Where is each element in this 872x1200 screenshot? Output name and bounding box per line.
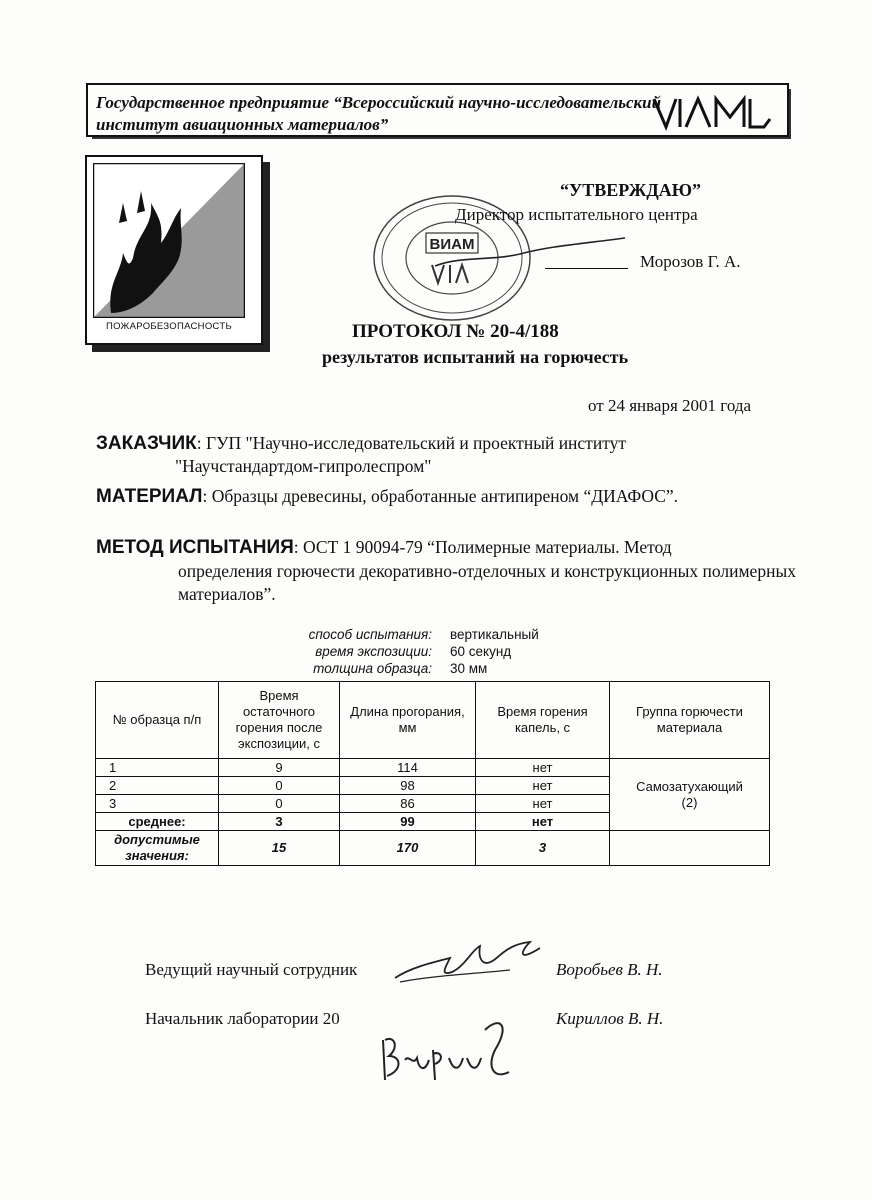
approval-role: Директор испытательного центра — [455, 205, 698, 224]
customer-text: : ГУП "Научно-исследовательский и проектный институт — [196, 433, 627, 453]
signature-1-role: Ведущий научный сотрудник — [145, 960, 358, 979]
cell-length: 114 — [340, 759, 476, 777]
method-text: : ОСТ 1 90094-79 “Полимерные материалы. Метод — [293, 537, 672, 557]
viam-logo — [650, 95, 775, 131]
cell-drops: нет — [476, 777, 610, 795]
param-thickness-value: 30 мм — [450, 661, 488, 676]
cell-afterburn: 0 — [219, 777, 340, 795]
signature-2-name: Кириллов В. Н. — [556, 1009, 664, 1028]
cell-afterburn: 9 — [219, 759, 340, 777]
approval-name: Морозов Г. А. — [640, 252, 741, 271]
param-exposure-value: 60 секунд — [450, 644, 512, 659]
customer-label: ЗАКАЗЧИК — [96, 433, 197, 454]
method-section — [96, 536, 796, 559]
cell-average-length: 99 — [340, 813, 476, 831]
customer-section — [96, 432, 796, 455]
cell-average-drops: нет — [476, 813, 610, 831]
method-text-cont: определения горючести декоративно-отделочных и конструкционных полимерных материалов”. — [178, 561, 796, 604]
header-sample-number: № образца п/п — [96, 682, 219, 759]
organization-name: Государственное предприятие “Всероссийский научно-исследовательский институт авиационных материалов” — [96, 93, 662, 134]
cell-allowed-empty — [610, 831, 770, 866]
cell-allowed-length: 170 — [340, 831, 476, 866]
cell-length: 98 — [340, 777, 476, 795]
param-exposure-label: время экспозиции: — [315, 644, 432, 659]
table-row — [96, 759, 770, 777]
results-table — [95, 681, 770, 866]
material-text: : Образцы древесины, обработанные антипиреном “ДИАФОС”. — [202, 486, 679, 506]
signature-2-role: Начальник лаборатории 20 — [145, 1009, 340, 1028]
cell-average-label: среднее: — [96, 813, 219, 831]
cell-drops: нет — [476, 759, 610, 777]
fire-badge-label: ПОЖАРОБЕЗОПАСНОСТЬ — [105, 321, 233, 332]
cell-allowed-drops: 3 — [476, 831, 610, 866]
signature-1-name: Воробьев В. Н. — [556, 960, 663, 979]
table-header-row — [96, 682, 770, 759]
cell-allowed-label: допустимые значения: — [96, 831, 219, 866]
cell-sample-number: 2 — [96, 777, 219, 795]
approval-title: “УТВЕРЖДАЮ” — [560, 180, 702, 200]
protocol-title: ПРОТОКОЛ № 20-4/188 — [352, 321, 559, 342]
director-signature — [430, 236, 630, 276]
cell-allowed-afterburn: 15 — [219, 831, 340, 866]
cell-drops: нет — [476, 795, 610, 813]
customer-text-cont: "Научстандартдом-гипролеспром" — [175, 456, 432, 476]
results-table-wrap — [95, 681, 770, 866]
cell-afterburn: 0 — [219, 795, 340, 813]
material-section — [96, 485, 816, 508]
param-thickness-label: толщина образца: — [313, 661, 432, 676]
flame-icon — [93, 163, 245, 318]
cell-flammability-group: Самозатухающий (2) — [610, 759, 770, 831]
test-parameters — [232, 627, 539, 678]
signature-1-handwriting — [390, 938, 550, 988]
header-drops-time: Время горения капель, с — [476, 682, 610, 759]
cell-length: 86 — [340, 795, 476, 813]
cell-sample-number: 1 — [96, 759, 219, 777]
signature-2-handwriting — [375, 1010, 515, 1095]
cell-sample-number: 3 — [96, 795, 219, 813]
material-label: МАТЕРИАЛ — [96, 486, 203, 507]
param-method-label: способ испытания: — [308, 627, 432, 642]
table-allowed-row — [96, 831, 770, 866]
method-label: МЕТОД ИСПЫТАНИЯ — [96, 537, 294, 558]
header-flammability-group: Группа горючести материала — [610, 682, 770, 759]
header-burn-length: Длина прогорания, мм — [340, 682, 476, 759]
cell-average-afterburn: 3 — [219, 813, 340, 831]
param-method-value: вертикальный — [450, 627, 539, 642]
protocol-subtitle: результатов испытаний на горючесть — [322, 347, 629, 367]
stamp-viam-text: ВИАМ — [429, 236, 475, 253]
protocol-date: от 24 января 2001 года — [588, 396, 752, 415]
header-afterburn-time: Время остаточного горения после экспозиции, с — [219, 682, 340, 759]
